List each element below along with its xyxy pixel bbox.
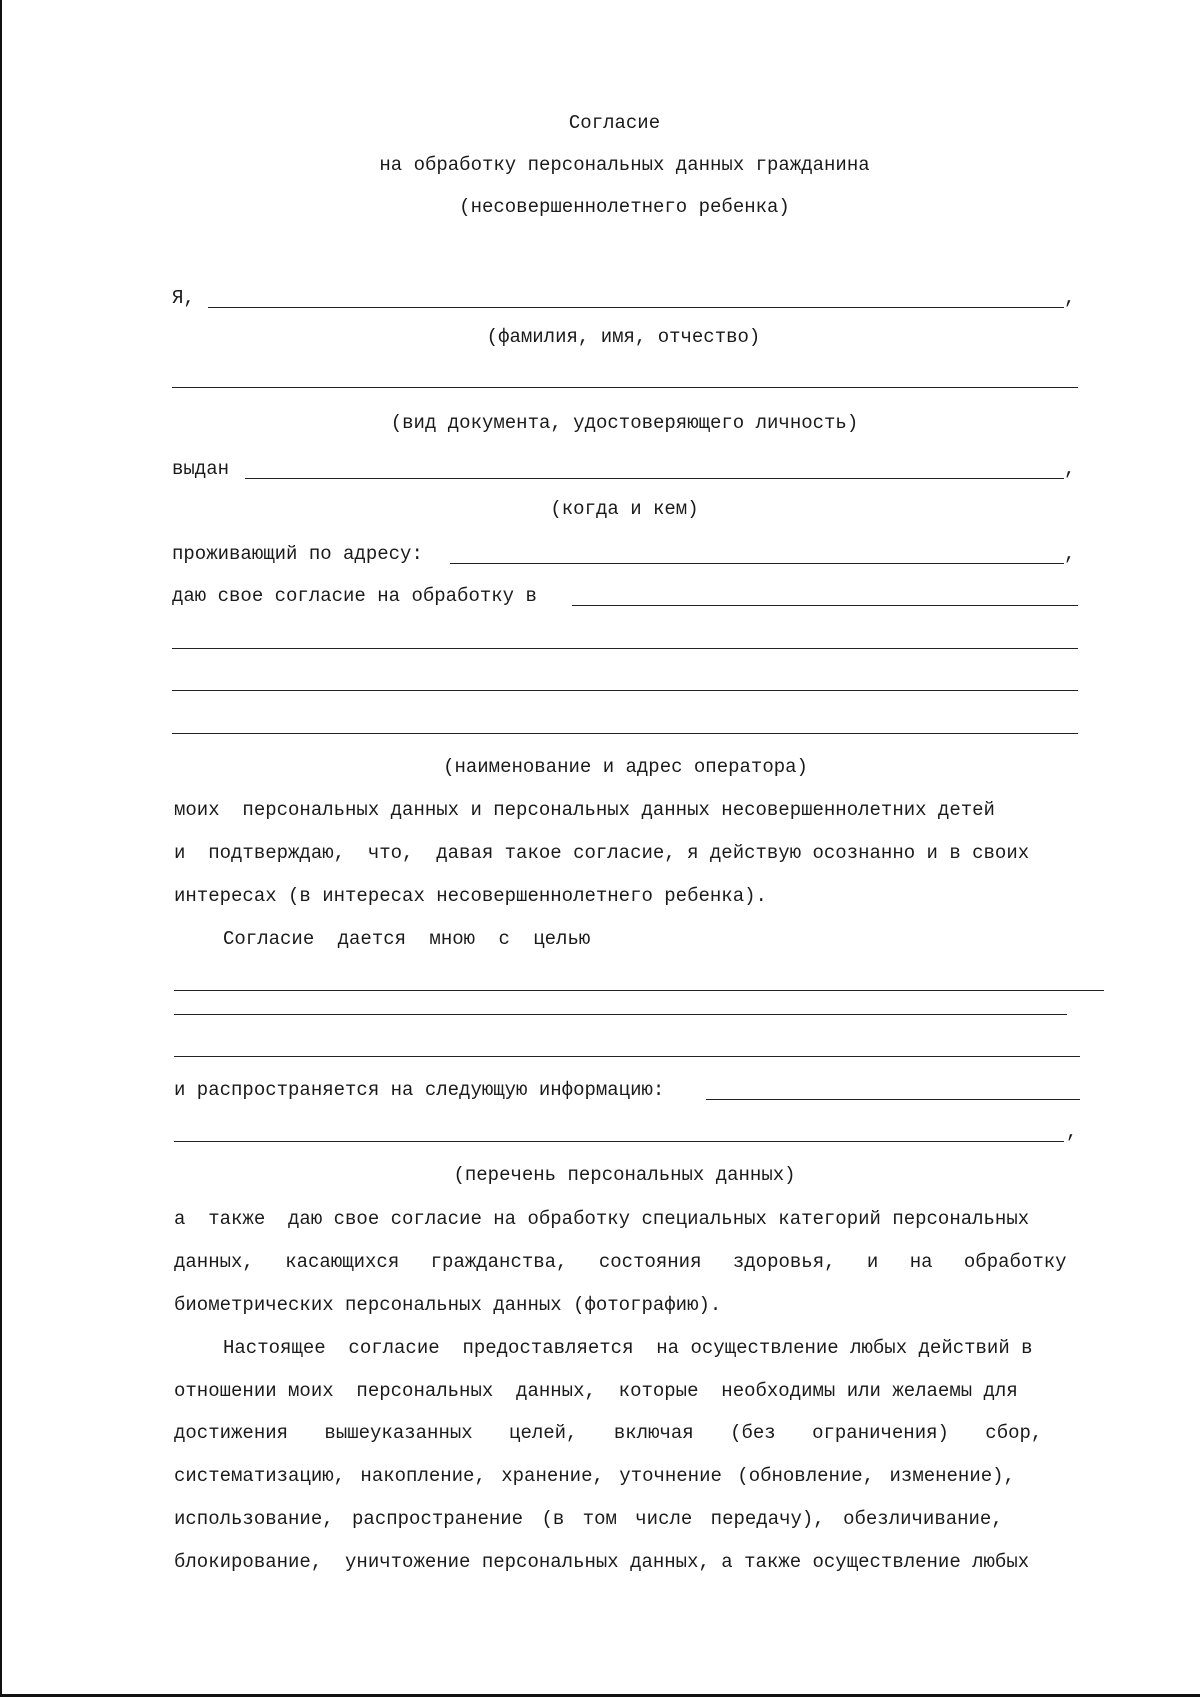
purpose-field-line-3[interactable]: [174, 1056, 1080, 1057]
paragraph-1-line: моих персональных данных и персональных данных несовершеннолетних детей: [174, 799, 995, 821]
address-comma: ,: [1064, 543, 1076, 565]
ya-label: Я,: [172, 287, 195, 309]
paragraph-2-line-text: данных, касающихся гражданства, состояния здоровья, и на обработку: [174, 1251, 1067, 1273]
paragraph-3-line: использование, распространение (в том числе передачу), обезличивание,: [174, 1508, 1003, 1530]
purpose-field-line-1[interactable]: [174, 990, 1104, 991]
document-field-line[interactable]: [172, 387, 1078, 388]
info-field-line-1[interactable]: [706, 1099, 1080, 1100]
paragraph-3-line: блокирование, уничтожение персональных данных, а также осуществление любых: [174, 1551, 1030, 1573]
operator-field-line-4[interactable]: [172, 733, 1078, 734]
issued-field-line[interactable]: [245, 478, 1064, 479]
issued-label: выдан: [172, 458, 230, 480]
info-label: и распространяется на следующую информацию:: [174, 1079, 665, 1101]
operator-field-line-1[interactable]: [572, 605, 1078, 606]
info-caption: (перечень персональных данных): [453, 1164, 796, 1186]
document-title: Согласие: [568, 112, 661, 134]
operator-field-line-3[interactable]: [172, 690, 1078, 691]
address-field-line[interactable]: [450, 563, 1064, 564]
paragraph-3-line: достижения вышеуказанных целей, включая (без ограничения) сбор,: [174, 1422, 1043, 1444]
document-subtitle-2: (несовершеннолетнего ребенка): [459, 196, 790, 218]
fio-comma: ,: [1064, 287, 1076, 309]
paragraph-2-line: [174, 1251, 1080, 1273]
issued-caption: (когда и кем): [550, 498, 699, 520]
fio-field-line[interactable]: [208, 307, 1064, 308]
paragraph-1-line: интересах (в интересах несовершеннолетнего ребенка).: [174, 885, 767, 907]
info-field-line-2[interactable]: [174, 1141, 1064, 1142]
document-subtitle: на обработку персональных данных гражданина: [379, 154, 870, 176]
document-caption: (вид документа, удостоверяющего личность): [390, 412, 859, 434]
issued-comma: ,: [1064, 458, 1076, 480]
paragraph-2-line: биометрических персональных данных (фотографию).: [174, 1294, 722, 1316]
operator-field-line-2[interactable]: [172, 648, 1078, 649]
info-comma: ,: [1066, 1121, 1078, 1143]
address-label: проживающий по адресу:: [172, 543, 423, 565]
purpose-field-line-2[interactable]: [174, 1014, 1067, 1015]
paragraph-3-line: отношении моих персональных данных, которые необходимы или желаемы для: [174, 1380, 1018, 1402]
paragraph-2-line: а также даю свое согласие на обработку специальных категорий персональных: [174, 1208, 1030, 1230]
paragraph-3-line: Настоящее согласие предоставляется на осуществление любых действий в: [223, 1337, 1033, 1359]
paragraph-1-line: и подтверждаю, что, давая такое согласие, я действую осознанно и в своих: [174, 842, 1030, 864]
consent-label: даю свое согласие на обработку в: [172, 585, 537, 607]
operator-caption: (наименование и адрес оператора): [443, 756, 808, 778]
fio-caption: (фамилия, имя, отчество): [486, 326, 761, 348]
paragraph-3-line: систематизацию, накопление, хранение, уточнение (обновление, изменение),: [174, 1465, 1015, 1487]
purpose-label: Согласие дается мною с целью: [223, 928, 591, 950]
